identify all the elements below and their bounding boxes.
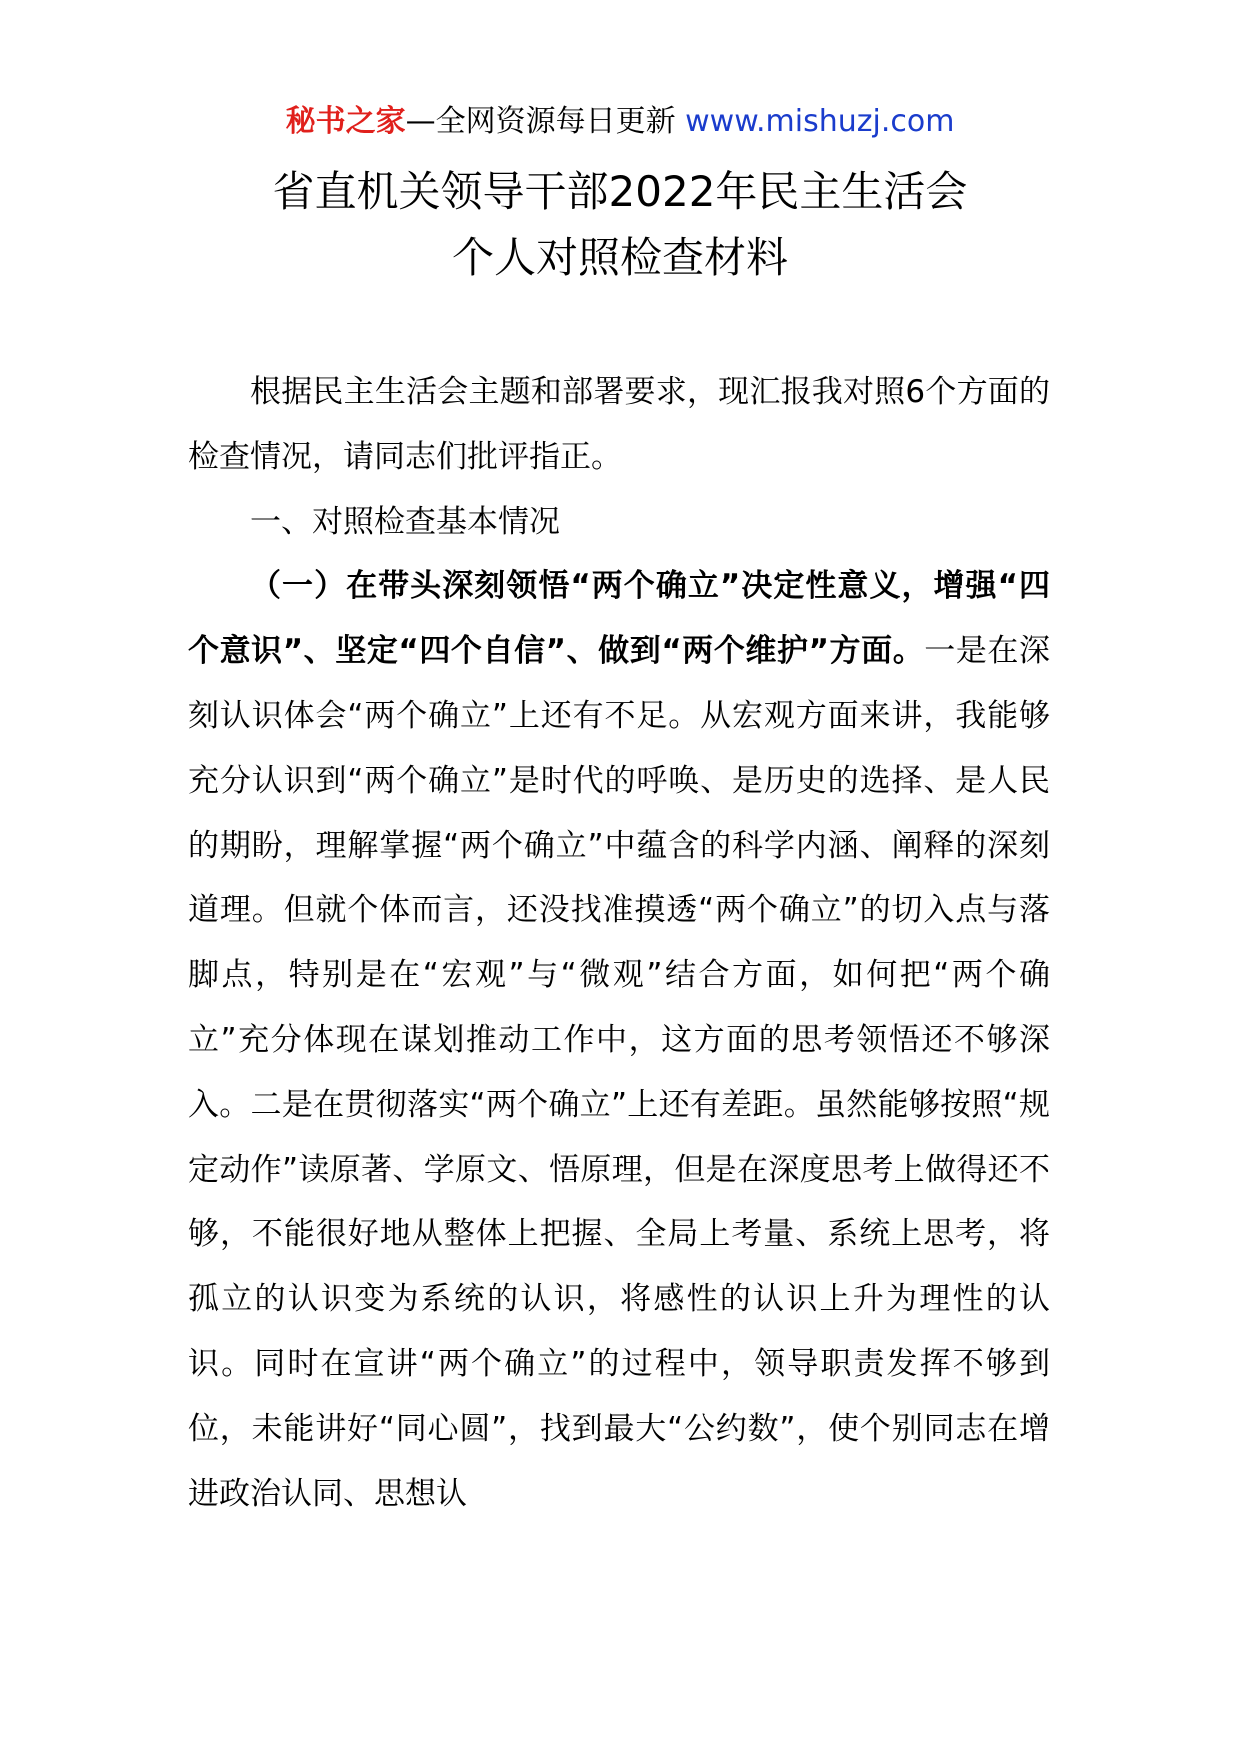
- intro-paragraph: 根据民主生活会主题和部署要求，现汇报我对照6个方面的检查情况，请同志们批评指正。: [188, 374, 1050, 475]
- site-url-link[interactable]: www.mishuzj.com: [685, 104, 955, 139]
- header-slogan: —全网资源每日更新: [405, 104, 676, 139]
- site-header: [0, 100, 1240, 144]
- document-title-line-2: 个人对照检查材料: [451, 233, 788, 282]
- document-title-line-1: 省直机关领导干部2022年民主生活会: [272, 167, 968, 216]
- section-heading: 一、对照检查基本情况: [250, 503, 560, 540]
- brand-name: 秘书之家: [285, 104, 406, 139]
- subsection-text: 一是在深刻认识体会“两个确立”上还有不足。从宏观方面来讲，我能够充分认识到“两个确立”是时代的呼唤、是历史的选择、是人民的期盼，理解掌握“两个确立”中蕴含的科学内涵、阐释的深刻道理。但就个体而言，还没找准摸透“两个确立”的切入点与落脚点，特别是在“宏观”与“微观”结合方面，如何把“两个确立”充分体现在谋划推动工作中，这方面的思考领悟还不够深入。二是在贯彻落实“两个确立”上还有差距。虽然能够按照“规定动作”读原著、学原文、悟原理，但是在深度思考上做得还不够，不能很好地从整体上把握、全局上考量、系统上思考，将孤立的认识变为系统的认识，将感性的认识上升为理性的认识。同时在宣讲“两个确立”的过程中，领导职责发挥不够到位，未能讲好“同心圆”，找到最大“公约数”，使个别同志在增进政治认同、思想认: [188, 633, 1050, 1512]
- subsection-heading: （一）在带头深刻领悟“两个确立”决定性意义，增强“四个意识”、坚定“四个自信”、做到“两个维护”方面。: [188, 568, 1050, 670]
- subsection-paragraph: [188, 554, 1050, 1526]
- document-body: [188, 360, 1050, 1526]
